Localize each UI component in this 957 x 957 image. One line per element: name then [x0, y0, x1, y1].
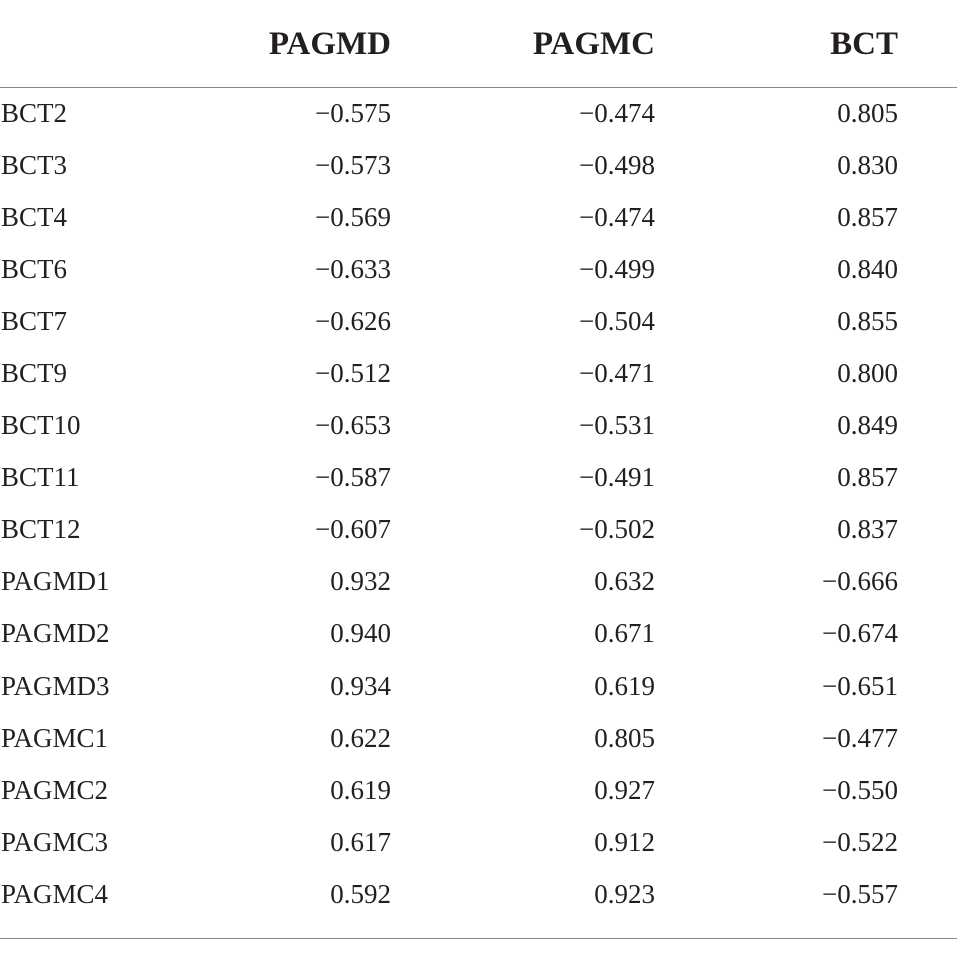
cell-pagmc: −0.474 — [579, 97, 655, 128]
row-spacer — [898, 556, 957, 608]
table-row — [0, 452, 957, 504]
row-label: PAGMD2 — [1, 618, 110, 649]
row-spacer — [898, 295, 957, 347]
row-spacer — [898, 87, 957, 139]
table-body — [0, 87, 957, 921]
row-spacer — [898, 816, 957, 868]
cell-pagmd: −0.653 — [315, 410, 391, 441]
table-row — [0, 556, 957, 608]
header-pagmc: PAGMC — [391, 0, 655, 87]
cell-bct: 0.830 — [837, 149, 898, 180]
cell-bct: 0.840 — [837, 253, 898, 284]
cell-pagmd: 0.934 — [330, 670, 391, 701]
cell-pagmd: 0.619 — [330, 774, 391, 805]
row-spacer — [898, 712, 957, 764]
cell-bct: −0.522 — [822, 826, 898, 857]
row-spacer — [898, 139, 957, 191]
cell-pagmd: −0.575 — [315, 97, 391, 128]
cell-pagmc: −0.491 — [579, 462, 655, 493]
cell-pagmd: −0.587 — [315, 462, 391, 493]
table-row — [0, 764, 957, 816]
table-row — [0, 191, 957, 243]
row-label: PAGMC2 — [1, 774, 109, 805]
row-label: PAGMC4 — [1, 878, 109, 909]
cell-pagmc: −0.502 — [579, 514, 655, 545]
cell-pagmd: 0.592 — [330, 878, 391, 909]
cell-bct: −0.550 — [822, 774, 898, 805]
cell-bct: −0.651 — [822, 670, 898, 701]
row-label: PAGMC3 — [1, 826, 109, 857]
cell-bct: 0.857 — [837, 201, 898, 232]
cell-pagmc: −0.531 — [579, 410, 655, 441]
cell-pagmc: −0.498 — [579, 149, 655, 180]
table-row — [0, 243, 957, 295]
row-label: BCT3 — [1, 149, 68, 180]
table-row — [0, 608, 957, 660]
row-label: BCT9 — [1, 358, 68, 389]
cell-bct: 0.849 — [837, 410, 898, 441]
cell-pagmc: −0.499 — [579, 253, 655, 284]
cell-pagmd: −0.512 — [315, 358, 391, 389]
row-spacer — [898, 868, 957, 920]
cell-pagmd: −0.626 — [315, 305, 391, 336]
table-row — [0, 816, 957, 868]
cell-bct: −0.557 — [822, 878, 898, 909]
cell-pagmc: 0.923 — [594, 878, 655, 909]
row-label: BCT6 — [1, 253, 68, 284]
header-spacer — [898, 0, 957, 87]
cell-pagmd: 0.940 — [330, 618, 391, 649]
cell-bct: −0.674 — [822, 618, 898, 649]
cell-bct: 0.805 — [837, 97, 898, 128]
table-row — [0, 660, 957, 712]
table-row — [0, 712, 957, 764]
row-spacer — [898, 243, 957, 295]
header-row — [0, 0, 957, 87]
row-label: BCT2 — [1, 97, 68, 128]
row-label: PAGMD1 — [1, 566, 110, 597]
cell-pagmc: −0.504 — [579, 305, 655, 336]
table-row — [0, 347, 957, 399]
row-label: PAGMD3 — [1, 670, 110, 701]
cell-bct: 0.800 — [837, 358, 898, 389]
row-spacer — [898, 764, 957, 816]
header-pagmd: PAGMD — [250, 0, 391, 87]
row-spacer — [898, 660, 957, 712]
table-row — [0, 295, 957, 347]
row-spacer — [898, 452, 957, 504]
row-spacer — [898, 504, 957, 556]
cell-pagmc: 0.632 — [594, 566, 655, 597]
row-label: BCT12 — [1, 514, 81, 545]
cell-pagmd: 0.617 — [330, 826, 391, 857]
table-row — [0, 139, 957, 191]
row-spacer — [898, 608, 957, 660]
row-spacer — [898, 400, 957, 452]
row-spacer — [898, 347, 957, 399]
row-label: BCT4 — [1, 201, 68, 232]
cell-pagmd: −0.569 — [315, 201, 391, 232]
cell-pagmc: 0.912 — [594, 826, 655, 857]
row-spacer — [898, 191, 957, 243]
cell-bct: 0.855 — [837, 305, 898, 336]
cell-pagmd: 0.622 — [330, 722, 391, 753]
cell-pagmd: −0.607 — [315, 514, 391, 545]
row-label: BCT11 — [1, 462, 80, 493]
table-row — [0, 400, 957, 452]
row-label: BCT7 — [1, 305, 68, 336]
row-label: PAGMC1 — [1, 722, 109, 753]
cell-bct: 0.837 — [837, 514, 898, 545]
cell-pagmc: −0.474 — [579, 201, 655, 232]
header-blank — [0, 0, 250, 87]
cell-bct: 0.857 — [837, 462, 898, 493]
cell-pagmd: −0.633 — [315, 253, 391, 284]
cell-pagmd: −0.573 — [315, 149, 391, 180]
table-bottom-rule — [0, 938, 957, 939]
table-row — [0, 504, 957, 556]
cell-bct: −0.477 — [822, 722, 898, 753]
cell-pagmc: −0.471 — [579, 358, 655, 389]
table-row — [0, 87, 957, 139]
cell-pagmc: 0.927 — [594, 774, 655, 805]
header-bct: BCT — [655, 0, 898, 87]
cell-bct: −0.666 — [822, 566, 898, 597]
cell-pagmd: 0.932 — [330, 566, 391, 597]
cell-pagmc: 0.619 — [594, 670, 655, 701]
cell-pagmc: 0.805 — [594, 722, 655, 753]
table-row — [0, 868, 957, 920]
cell-pagmc: 0.671 — [594, 618, 655, 649]
row-label: BCT10 — [1, 410, 81, 441]
